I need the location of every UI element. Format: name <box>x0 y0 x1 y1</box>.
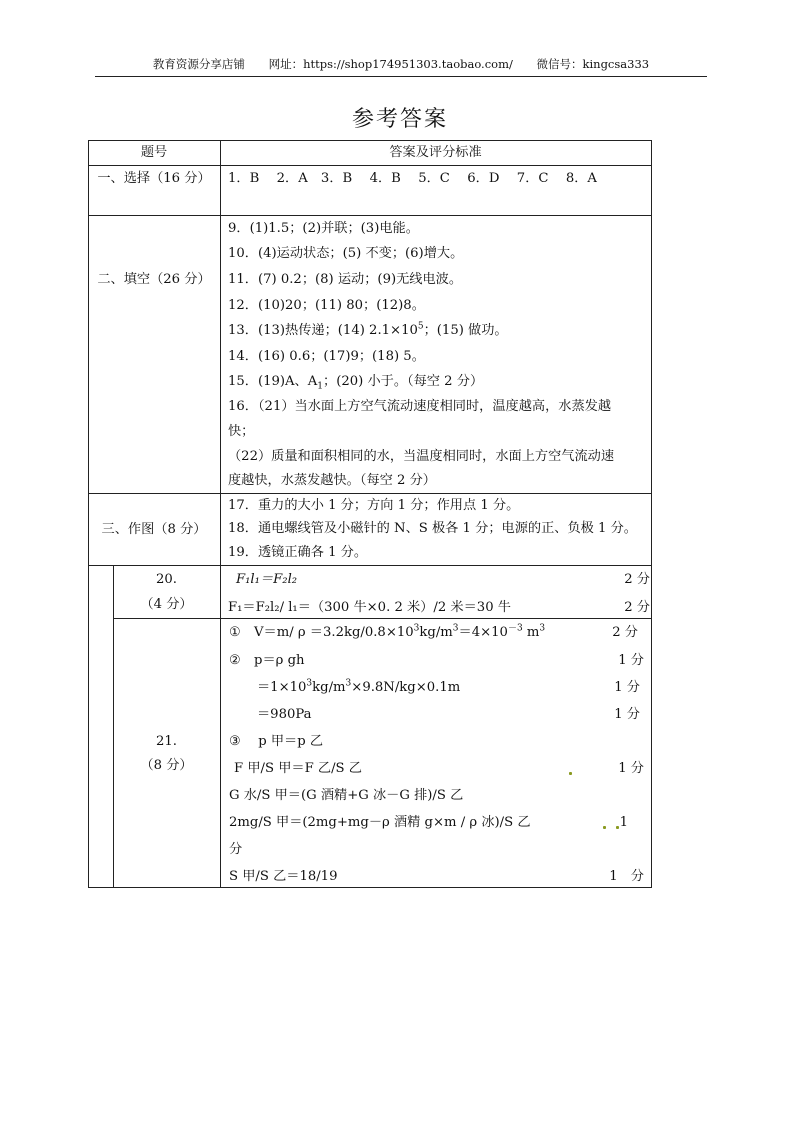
fill-line-15: 15．(19)A、$A_1$；(20) 小于。（每空 2 分） <box>228 374 484 392</box>
table-rule <box>88 215 652 216</box>
fill-line-12: 12．(10)20；(11) 80；(12)8。 <box>228 298 425 313</box>
col-header-number: 题号 <box>140 145 168 160</box>
table-rule <box>113 618 652 619</box>
q21-line2-score: 1 分 <box>618 653 644 668</box>
q21-line6-score: 1 分 <box>618 761 644 776</box>
draw-line-17: 17．重力的大小 1 分；方向 1 分；作用点 1 分。 <box>228 498 520 513</box>
q20-number: 20. <box>156 572 177 587</box>
table-border-left <box>88 140 89 887</box>
q21-points: （8 分） <box>140 758 193 773</box>
q21-line8: 2mg/S 甲＝(2mg+mg－ρ 酒精 g×m / ρ 冰)/S 乙 <box>229 815 531 830</box>
q21-number: 21. <box>156 734 177 749</box>
draw-label: 三、作图（8 分） <box>101 522 207 537</box>
q21-line7: G 水/S 甲＝(G 酒精+G 冰－G 排)/S 乙 <box>229 788 464 803</box>
q21-line4-score: 1 分 <box>614 707 640 722</box>
q21-line2: ② p＝ρ gh <box>229 653 305 668</box>
table-rule <box>88 565 652 566</box>
fill-line-10: 10．(4)运动状态；(5) 不变；(6)增大。 <box>228 246 464 261</box>
table-column-divider <box>220 140 221 887</box>
stray-mark <box>569 772 572 775</box>
table-border-right <box>651 140 652 887</box>
fill-line-16a: 16．（21）当水面上方空气流动速度相同时，温度越高，水蒸发越 <box>228 399 612 414</box>
wechat-id: 微信号：kingcsa333 <box>536 57 650 71</box>
q21-line10-score: 1 分 <box>609 869 644 884</box>
fill-line-16d: 度越快，水蒸发越快。（每空 2 分） <box>228 473 436 488</box>
stray-mark <box>603 826 606 829</box>
q21-line3-score: 1 分 <box>614 680 640 695</box>
col-header-answers: 答案及评分标准 <box>389 145 482 160</box>
choice-answers: 1．B 2．A 3．B 4．B 5．C 6．D 7．C 8．A <box>228 171 597 186</box>
q21-line9: 分 <box>229 842 243 857</box>
q21-line10: S 甲/S 乙＝18/19 <box>229 869 338 884</box>
q20-line2: F₁＝F₂l₂/ l₁＝（300 牛×0. 2 米）/2 米＝30 牛 <box>228 600 511 615</box>
draw-line-18: 18．通电螺线管及小磁针的 N、S 极各 1 分；电源的正、负极 1 分。 <box>228 521 637 536</box>
draw-line-19: 19．透镜正确各 1 分。 <box>228 545 368 560</box>
choice-label: 一、选择（16 分） <box>97 171 211 186</box>
fill-line-13: 13．(13)热传递；(14) $2.1\times 10^5$；(15) 做功。 <box>228 321 508 338</box>
q21-line1: ① V＝m/ $\rho =3.2kg/0.8\times 10^3kg/m^3=4\times 10^{-3}$ $m^3$ <box>229 623 546 640</box>
stray-mark <box>616 826 619 829</box>
q21-line8-score: 1 <box>619 815 628 830</box>
q21-line4: ＝980Pa <box>257 707 312 722</box>
shop-name: 教育资源分享店铺 <box>152 57 245 71</box>
q20-points: （4 分） <box>140 597 193 612</box>
q21-line3: $=1\times 10^3kg/m^3\times 9.8N/kg\times 0.1m$ <box>257 678 461 695</box>
q21-line6: F 甲/S 甲＝F 乙/S 乙 <box>234 761 362 776</box>
table-border-top <box>88 140 652 141</box>
shop-url[interactable]: 网址：https://shop174951303.taobao.com/ <box>268 57 513 71</box>
table-border-bottom <box>88 887 652 888</box>
table-rule <box>88 493 652 494</box>
page-title: 参考答案 <box>351 107 448 132</box>
q20-line1: F₁l₁＝F₂l₂ <box>236 572 298 587</box>
q20-line2-score: 2 分 <box>624 600 650 615</box>
q20-line1-score: 2 分 <box>624 572 650 587</box>
fill-line-14: 14．(16) 0.6；(17)9；(18) 5。 <box>228 349 425 364</box>
q21-line5: ③ p 甲＝p 乙 <box>229 734 324 749</box>
fill-label: 二、填空（26 分） <box>97 272 211 287</box>
fill-line-9: 9．(1)1.5；(2)并联；(3)电能。 <box>228 221 419 236</box>
q21-line1-score: 2 分 <box>612 625 638 640</box>
table-rule <box>88 165 652 166</box>
fill-line-16c: （22）质量和面积相同的水，当温度相同时，水面上方空气流动速 <box>228 449 615 464</box>
page-header <box>95 56 707 77</box>
fill-line-16b: 快； <box>228 424 255 439</box>
fill-line-11: 11．(7) 0.2；(8) 运动；(9)无线电波。 <box>228 272 463 287</box>
